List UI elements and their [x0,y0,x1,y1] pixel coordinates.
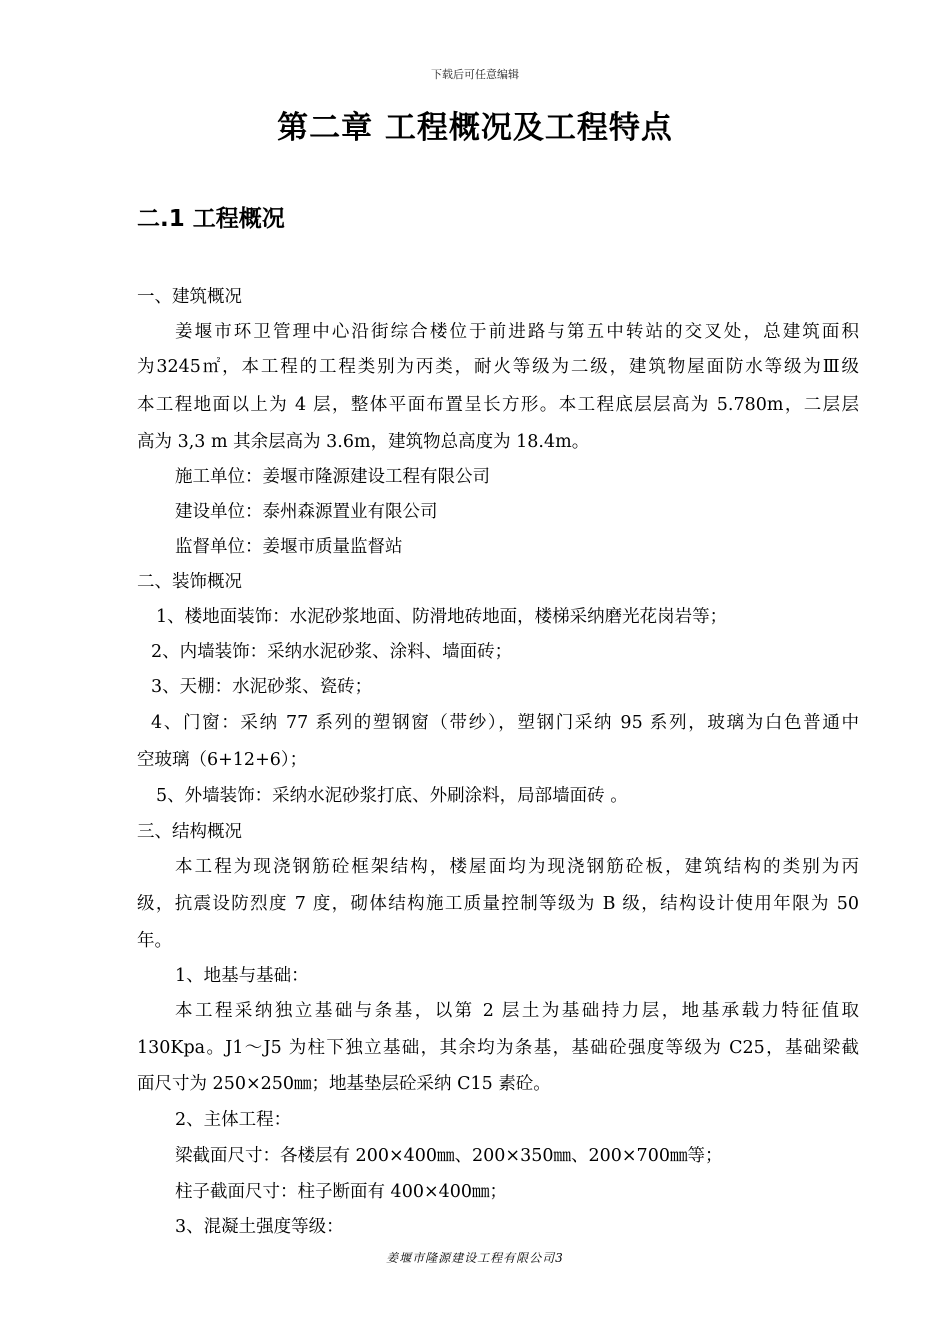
heading-structure-overview: 三、结构概况 [137,822,242,842]
subheading-concrete-grade: 3、混凝土强度等级： [175,1217,344,1237]
paragraph-line: 为3245㎡，本工程的工程类别为丙类，耐火等级为二级，建筑物屋面防水等级为Ⅲ级 [137,357,859,377]
page-footer: 姜堰市隆源建设工程有限公司3 [386,1251,564,1265]
header-note: 下载后可任意编辑 [431,68,519,81]
list-item: 4、门窗：采纳 77 系列的塑钢窗（带纱），塑钢门采纳 95 系列，玻璃为白色普通中 [151,713,859,733]
paragraph-line: 本工程为现浇钢筋砼框架结构，楼屋面均为现浇钢筋砼板，建筑结构的类别为丙 [175,857,859,877]
list-item: 2、内墙装饰：采纳水泥砂浆、涂料、墙面砖； [151,642,513,662]
list-item: 3、天棚：水泥砂浆、瓷砖； [151,677,373,697]
list-item-continuation: 空玻璃（6+12+6）； [137,750,308,770]
paragraph-line: 130Kpa。J1～J5 为柱下独立基础，其余均为条基，基础砼强度等级为 C25，基础梁截 [137,1038,859,1058]
heading-building-overview: 一、建筑概况 [137,287,242,307]
subheading-main-structure: 2、主体工程： [175,1110,292,1130]
paragraph-line: 高为 3,3 m 其余层高为 3.6m，建筑物总高度为 18.4m。 [137,432,590,452]
list-item: 1、楼地面装饰：水泥砂浆地面、防滑地砖地面，楼梯采纳磨光花岗岩等； [156,607,728,627]
subheading-foundation: 1、地基与基础： [175,966,309,986]
owner-unit: 建设单位：泰州森源置业有限公司 [175,502,438,522]
paragraph-line: 级，抗震设防烈度 7 度，砌体结构施工质量控制等级为 B 级，结构设计使用年限为 50 [137,894,859,914]
paragraph-line: 本工程采纳独立基础与条基，以第 2 层土为基础持力层，地基承载力特征值取 [175,1001,859,1021]
paragraph-line: 本工程地面以上为 4 层，整体平面布置呈长方形。本工程底层层高为 5.780m，二层层 [137,395,859,415]
supervision-unit: 监督单位：姜堰市质量监督站 [175,537,403,557]
chapter-title: 第二章 工程概况及工程特点 [277,110,673,146]
list-item: 5、外墙装饰：采纳水泥砂浆打底、外刷涂料，局部墙面砖 。 [156,786,628,806]
heading-decoration-overview: 二、装饰概况 [137,572,242,592]
paragraph-line: 年。 [137,931,172,951]
column-section-line: 柱子截面尺寸：柱子断面有 400×400㎜； [175,1182,508,1202]
beam-section-line: 梁截面尺寸：各楼层有 200×400㎜、200×350㎜、200×700㎜等； [175,1146,723,1166]
construction-unit: 施工单位：姜堰市隆源建设工程有限公司 [175,467,490,487]
paragraph-line: 姜堰市环卫管理中心沿街综合楼位于前进路与第五中转站的交叉处，总建筑面积 [175,322,859,342]
paragraph-line: 面尺寸为 250×250㎜；地基垫层砼采纳 C15 素砼。 [137,1074,551,1094]
section-title: 二.1 工程概况 [137,206,285,232]
